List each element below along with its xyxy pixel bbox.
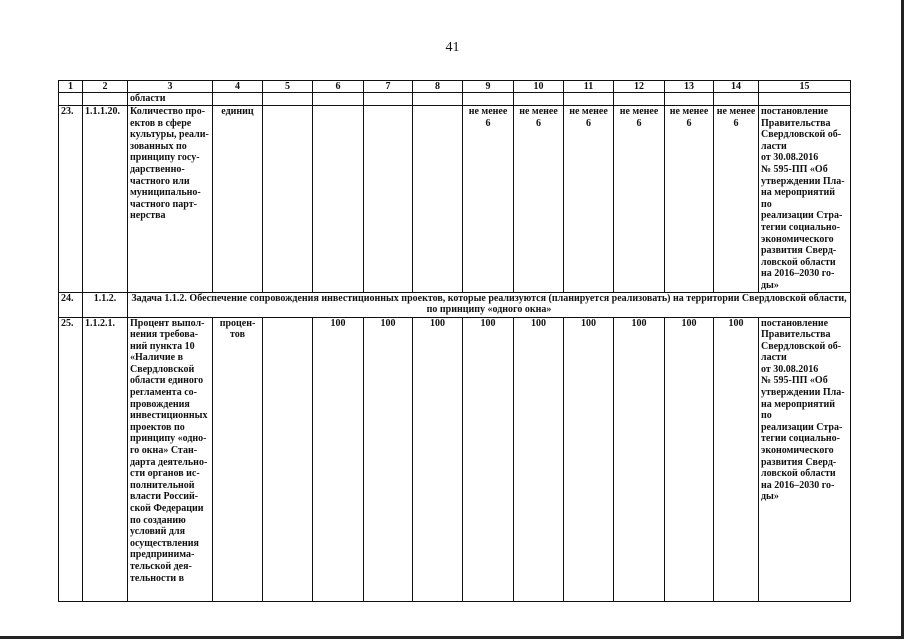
value-col8: 100 [413,317,463,601]
table-row-continuation [59,93,851,106]
value-col14: 100 [714,317,759,601]
header-cell: 11 [564,81,614,93]
value-col10: 100 [514,317,564,601]
unit: процен- тов [213,317,263,601]
row-number: 24. [59,292,83,317]
header-cell: 10 [514,81,564,93]
header-cell: 4 [213,81,263,93]
header-cell: 15 [759,81,851,93]
header-cell: 12 [614,81,665,93]
value-col10: не менее 6 [514,106,564,293]
header-cell: 6 [313,81,364,93]
value-col13: 100 [665,317,714,601]
row-code: 1.1.1.20. [83,106,128,293]
header-cell: 3 [128,81,213,93]
value-col6: 100 [313,317,364,601]
row-code: 1.1.2.1. [83,317,128,601]
header-cell: 14 [714,81,759,93]
row-code: 1.1.2. [83,292,128,317]
task-title: Задача 1.1.2. Обеспечение сопровождения инвестиционных проектов, которые реализуются (планируется реализовать) на территории Свердловской области, по принципу «одного окна» [128,292,851,317]
header-cell: 7 [364,81,413,93]
unit: единиц [213,106,263,293]
indicator-name: Процент выпол- нения требова- ний пункта 10 «Наличие в Свердловской области единого регламента со- провождения инвестиционных проектов по принципу «одно- го окна» Стан- дарта деятельно- сти органов ис- полнительной власти Россий- ской Федерации по созданию условий для осуществления предпринима- тельской дея- тельности в [128,317,213,601]
header-cell: 1 [59,81,83,93]
value-col13: не менее 6 [665,106,714,293]
source-document: постановление Правительства Свердловской об- ласти от 30.08.2016 № 595-ПП «Об утверждении Пла- на мероприятий по реализации Стра- тегии социально- экономического развития Сверд- ловской области на 2016–2030 го- ды» [759,106,851,293]
row-number: 25. [59,317,83,601]
header-cell: 2 [83,81,128,93]
header-cell: 13 [665,81,714,93]
header-cell: 5 [263,81,313,93]
indicator-name: Количество про- ектов в сфере культуры, реали- зованных по принципу госу- дарственно- частного или муниципально- частного парт- нерства [128,106,213,293]
indicators-table [58,80,851,602]
header-row [59,81,851,93]
value-col14: не менее 6 [714,106,759,293]
source-document: постановление Правительства Свердловской об- ласти от 30.08.2016 № 595-ПП «Об утверждении Пла- на мероприятий по реализации Стра- тегии социально- экономического развития Сверд- ловской области на 2016–2030 го- ды» [759,317,851,601]
table-row-23 [59,106,851,293]
value-col11: 100 [564,317,614,601]
value-col12: не менее 6 [614,106,665,293]
value-col11: не менее 6 [564,106,614,293]
header-cell: 9 [463,81,514,93]
value-col9: не менее 6 [463,106,514,293]
header-cell: 8 [413,81,463,93]
value-col9: 100 [463,317,514,601]
table-row-24 [59,292,851,317]
indicator-name: области [128,93,213,106]
table-row-25 [59,317,851,601]
row-number: 23. [59,106,83,293]
page-number: 41 [445,40,460,55]
value-col7: 100 [364,317,413,601]
value-col12: 100 [614,317,665,601]
